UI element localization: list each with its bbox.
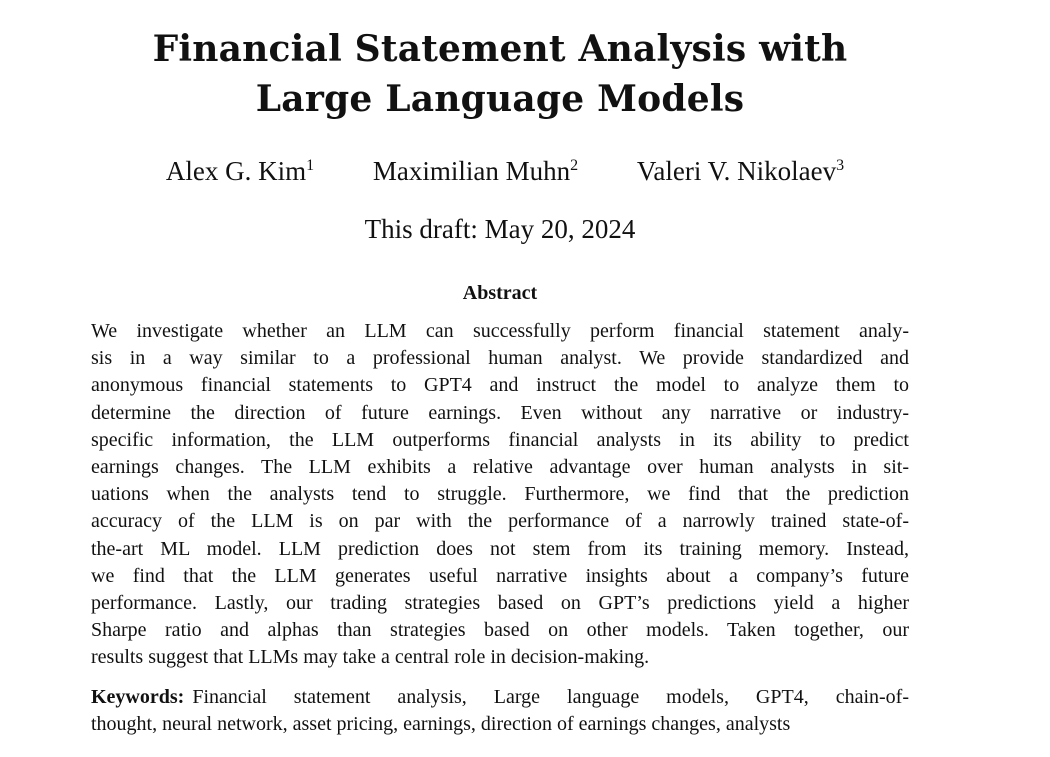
keywords-label: Keywords: [91, 686, 185, 708]
keywords-text-1: Financial statement analysis, Large language models, GPT4, chain-of- [192, 686, 909, 708]
author-name: Valeri V. Nikolaev [636, 156, 837, 186]
author [637, 154, 844, 188]
author-list [0, 154, 1010, 188]
abstract-body [91, 318, 909, 671]
abstract-line: We investigate whether an LLM can successfully perform financial statement analy- [91, 320, 909, 342]
paper-title-line-1: Financial Statement Analysis with [152, 28, 848, 70]
abstract-line: accuracy of the LLM is on par with the performance of a narrowly trained state-of- [91, 510, 909, 533]
author [166, 154, 314, 188]
abstract-line: earnings changes. The LLM exhibits a relative advantage over human analysts in sit- [91, 455, 909, 478]
draft-date: This draft: May 20, 2024 [364, 214, 636, 244]
abstract-line: we find that the LLM generates useful narrative insights about a company’s future [91, 564, 909, 587]
author [373, 154, 578, 188]
abstract-heading: Abstract [462, 282, 538, 304]
abstract-line: Sharpe ratio and alphas than strategies based on other models. Taken together, our [91, 619, 909, 642]
abstract-line: performance. Lastly, our trading strategies based on GPT’s predictions yield a higher [91, 591, 909, 614]
keywords-text-2: thought, neural network, asset pricing, earnings, direction of earnings changes, analysts [91, 713, 791, 735]
abstract-line: specific information, the LLM outperforms financial analysts in its ability to predict [91, 428, 909, 451]
abstract-line: results suggest that LLMs may take a central role in decision-making. [91, 646, 650, 669]
abstract-line: sis in a way similar to a professional human analyst. We provide standardized and [91, 347, 909, 370]
abstract-line: anonymous financial statements to GPT4 and instruct the model to analyze them to [91, 374, 909, 397]
abstract-line: uations when the analysts tend to struggle. Furthermore, we find that the prediction [91, 483, 909, 506]
author-name: Maximilian Muhn [372, 156, 571, 186]
affiliation-mark: 2 [570, 157, 579, 174]
affiliation-mark: 1 [306, 157, 315, 174]
paper-title-line-2: Large Language Models [255, 78, 745, 120]
affiliation-mark: 3 [836, 157, 845, 174]
abstract-line: determine the direction of future earnings. Even without any narrative or industry- [91, 401, 909, 424]
author-name: Alex G. Kim [165, 156, 307, 186]
keywords-section [91, 684, 909, 738]
abstract-line: the-art ML model. LLM prediction does not stem from its training memory. Instead, [91, 537, 909, 560]
keywords-line-1 [91, 684, 909, 711]
